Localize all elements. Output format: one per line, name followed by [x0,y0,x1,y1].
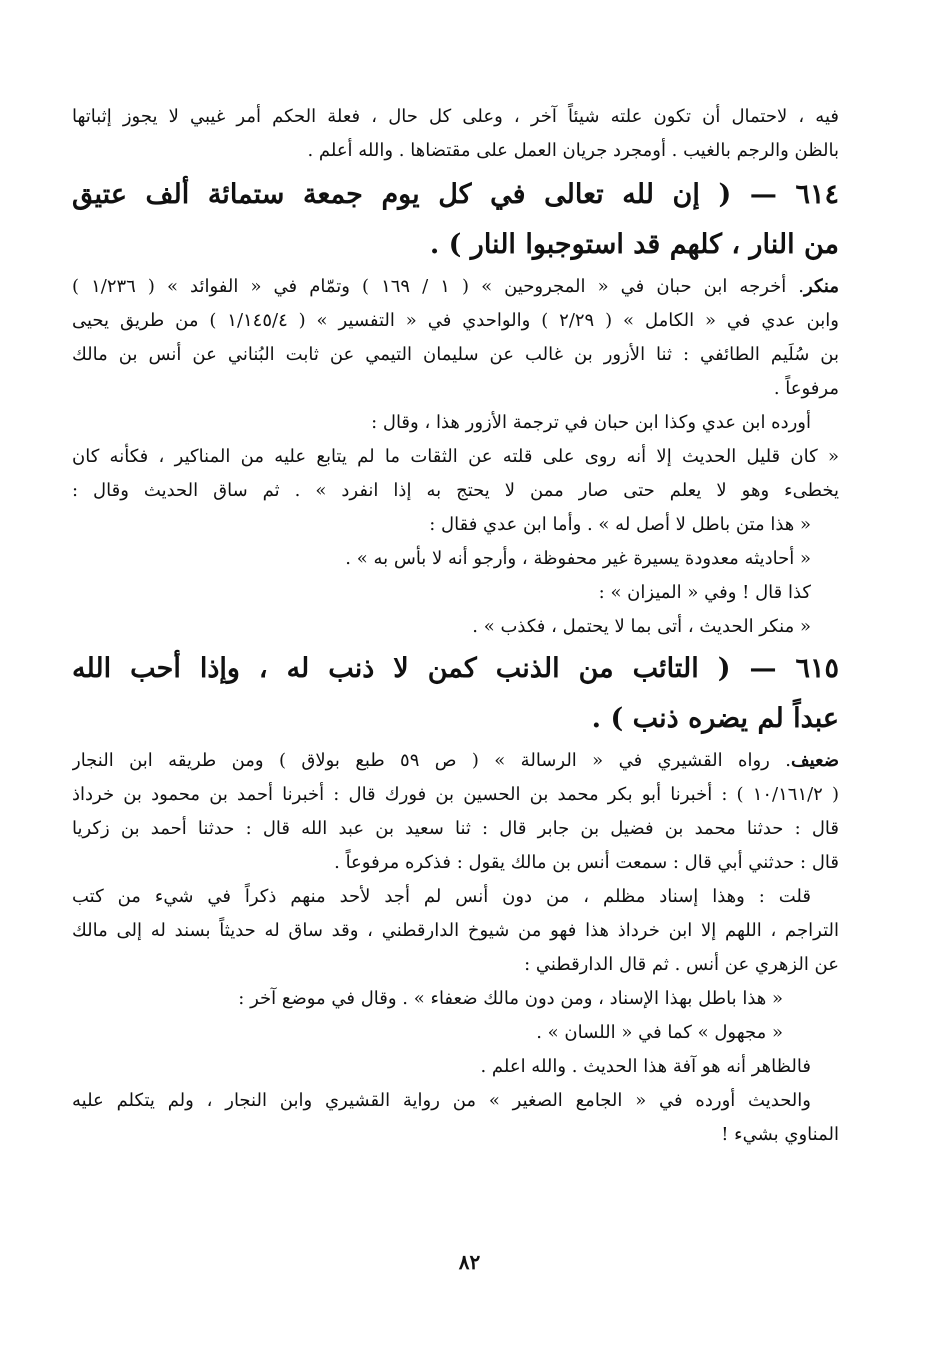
hadith-615-heading-line-2: عبداً لم يضره ذنب ) . [591,703,839,734]
hadith-615-discussion-line-8: المناوي بشيء ! [721,1124,839,1145]
hadith-615-discussion-line-6: فالظاهر أنه هو آفة هذا الحديث . والله اعلم . [480,1056,811,1077]
hadith-614-takhrij-text-1: . أخرجه ابن حبان في « المجروحين » ( ١ / ١٦٩ ) وتمّام في « الفوائد » ( ١/٢٣٦ ) [72,276,805,297]
hadith-614-takhrij-line-2: وابن عدي في « الكامل » ( ٢/٢٩ ) والواحدي في « التفسير » ( ١/١٤٥/٤ ) من طريق يحيى [72,310,839,331]
hadith-614-heading-line-1: ٦١٤ — ( إن لله تعالى في كل يوم جمعة ستمائة ألف عتيق [72,179,839,210]
hadith-615-takhrij-line-2: ( ١٠/١٦١/٢ ) : أخبرنا أبو بكر محمد بن الحسين بن فورك قال : أخبرنا أحمد بن محمود بن خرداذ [72,784,839,805]
intro-line-1: فيه ، لاحتمال أن تكون علته شيئاً آخر ، وعلى كل حال ، فعلة الحكم أمر غيبي لا يجوز إثباتها [72,106,839,127]
hadith-615-discussion-line-1: قلت : وهذا إسناد مظلم ، من دون أنس لم أجد لأحد منهم ذكراً في شيء من كتب [72,886,811,907]
hadith-614-takhrij-line-1 [72,270,839,304]
intro-line-2: بالظن والرجم بالغيب . أومجرد جريان العمل على مقتضاها . والله أعلم . [307,140,839,161]
hadith-614-grade: منكر [804,276,839,297]
hadith-614-discussion-line-2: « كان قليل الحديث إلا أنه روى على قلته عن الثقات ما لم يتابع عليه من المناكير ، فكأنه كان [72,446,839,467]
hadith-615-discussion-line-5: « مجهول » كما في « اللسان » . [536,1022,783,1043]
hadith-615-grade: ضعيف [790,750,839,771]
hadith-614-heading-line-2: من النار ، كلهم قد استوجبوا النار ) . [429,229,839,260]
hadith-615-takhrij-text-1: . رواه القشيري في « الرسالة » ( ص ٥٩ طبع بولاق ) ومن طريقه ابن النجار [72,750,791,771]
hadith-614-discussion-line-5: « أحاديثه معدودة يسيرة غير محفوظة ، وأرجو أنه لا بأس به » . [345,548,811,569]
hadith-615-discussion-line-4: « هذا باطل بهذا الإسناد ، ومن دون مالك ضعفاء » . وقال في موضع آخر : [238,988,783,1009]
book-page [72,100,839,1313]
hadith-615-takhrij-line-1 [72,744,839,778]
hadith-614-discussion-line-7: « منكر الحديث ، أتى بما لا يحتمل ، فكذب » . [472,616,811,637]
hadith-614-discussion-line-3: يخطىء وهو لا يعلم حتى صار ممن لا يحتج به إذا انفرد » . ثم ساق الحديث وقال : [72,480,839,501]
hadith-614-discussion-line-1: أورده ابن عدي وكذا ابن حبان في ترجمة الأزور هذا ، وقال : [371,412,811,433]
hadith-615-takhrij-line-3: قال : حدثنا محمد بن فضيل بن جابر قال : ثنا سعيد بن عبد الله قال : حدثنا أحمد بن زكريا [72,818,839,839]
hadith-615-discussion-line-3: عن الزهري عن أنس . ثم قال الدارقطني : [524,954,839,975]
hadith-614-takhrij-line-4: مرفوعاً . [773,378,839,399]
hadith-615-discussion-line-2: التراجم ، اللهم إلا ابن خرداذ هذا فهو من شيوخ الدارقطني ، وقد ساق له حديثاً بسند له إلى مالك [72,920,839,941]
page-number: ٨٢ [458,1250,481,1274]
hadith-614-discussion-line-6: كذا قال ! وفي « الميزان » : [598,582,811,603]
hadith-614-discussion-line-4: « هذا متن باطل لا أصل له » . وأما ابن عدي فقال : [429,514,811,535]
hadith-615-heading-line-1: ٦١٥ — ( التائب من الذنب كمن لا ذنب له ، وإذا أحب الله [72,653,839,684]
hadith-614-takhrij-line-3: بن سُلَيم الطائفي : ثنا الأزور بن غالب عن سليمان التيمي عن ثابت البُناني عن أنس بن مالك [72,344,839,365]
hadith-615-takhrij-line-4: قال : حدثني أبي قال : سمعت أنس بن مالك يقول : فذكره مرفوعاً . [334,852,839,873]
hadith-615-discussion-line-7: والحديث أورده في « الجامع الصغير » من رواية القشيري وابن النجار ، ولم يتكلم عليه [72,1090,811,1111]
